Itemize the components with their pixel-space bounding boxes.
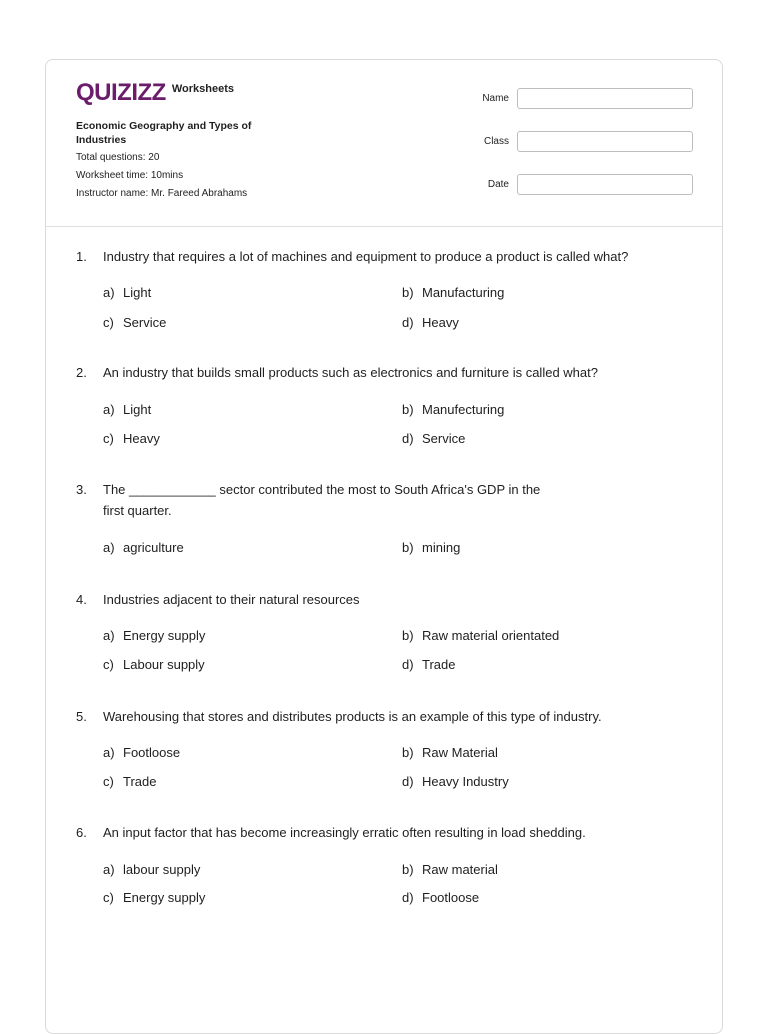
name-label: Name [482, 93, 509, 104]
option-d [402, 431, 465, 446]
logo-subtitle: Worksheets [171, 83, 234, 95]
question-text: An industry that builds small products such as electronics and furniture is called what? [103, 365, 598, 380]
question-number: 2. [76, 365, 87, 380]
option-a [103, 862, 200, 877]
option-letter: d) [402, 774, 414, 789]
question-text: The ____________ sector contributed the most to South Africa's GDP in the first quarter. [103, 482, 541, 518]
option-b [402, 540, 460, 555]
date-field[interactable] [517, 174, 693, 195]
option-c [103, 890, 205, 905]
option-text: Manufecturing [422, 402, 505, 417]
option-b [402, 402, 504, 417]
option-text: agriculture [123, 540, 184, 555]
option-letter: c) [103, 431, 114, 446]
option-letter: c) [103, 890, 114, 905]
option-letter: b) [402, 402, 414, 417]
option-d [402, 774, 509, 789]
worksheet-page [45, 59, 723, 1034]
worksheet-title: Economic Geography and Types of Industries [76, 120, 252, 146]
option-text: Footloose [123, 745, 181, 760]
option-text: Service [123, 315, 167, 330]
option-letter: d) [402, 315, 414, 330]
question-number: 6. [76, 825, 87, 840]
question-text: Industry that requires a lot of machines and equipment to produce a product is called what? [103, 249, 629, 264]
option-text: mining [422, 540, 461, 555]
option-d [402, 315, 459, 330]
name-field[interactable] [517, 88, 693, 109]
option-text: Heavy [123, 431, 160, 446]
question-number: 5. [76, 709, 87, 724]
option-letter: d) [402, 657, 414, 672]
option-text: Raw Material [422, 745, 498, 760]
brand [76, 80, 234, 106]
option-letter: d) [402, 431, 414, 446]
option-text: Raw material orientated [422, 628, 560, 643]
option-letter: c) [103, 774, 114, 789]
option-text: Heavy [422, 315, 459, 330]
option-b [402, 862, 498, 877]
instructor-name: Instructor name: Mr. Fareed Abrahams [76, 188, 248, 199]
option-c [103, 657, 205, 672]
question-number: 3. [76, 482, 87, 497]
option-c [103, 774, 156, 789]
option-text: Light [123, 285, 152, 300]
option-letter: b) [402, 862, 414, 877]
question-number: 4. [76, 592, 87, 607]
option-text: Footloose [422, 890, 480, 905]
option-letter: d) [402, 890, 414, 905]
option-letter: b) [402, 285, 414, 300]
option-letter: a) [103, 628, 115, 643]
option-letter: a) [103, 540, 115, 555]
total-questions: Total questions: 20 [76, 152, 160, 163]
option-letter: b) [402, 745, 414, 760]
option-text: Energy supply [123, 628, 206, 643]
class-label: Class [483, 136, 509, 147]
option-letter: b) [402, 628, 414, 643]
option-b [402, 745, 498, 760]
option-d [402, 657, 455, 672]
question-text: An input factor that has become increasingly erratic often resulting in load shedding. [103, 825, 586, 840]
option-text: Trade [123, 774, 157, 789]
option-a [103, 285, 151, 300]
worksheet-header [46, 60, 722, 227]
option-letter: c) [103, 315, 114, 330]
option-text: Service [422, 431, 466, 446]
question-text: Industries adjacent to their natural resources [103, 592, 360, 607]
option-text: Heavy Industry [422, 774, 509, 789]
option-text: Energy supply [123, 890, 206, 905]
option-letter: a) [103, 862, 115, 877]
option-text: labour supply [123, 862, 201, 877]
option-letter: c) [103, 657, 114, 672]
option-text: Labour supply [123, 657, 205, 672]
option-a [103, 540, 184, 555]
option-letter: a) [103, 745, 115, 760]
option-b [402, 628, 559, 643]
option-text: Light [123, 402, 152, 417]
quizizz-logo: QUIZIZZ [76, 79, 166, 106]
option-letter: b) [402, 540, 414, 555]
option-a [103, 402, 151, 417]
option-b [402, 285, 504, 300]
option-a [103, 745, 180, 760]
class-field[interactable] [517, 131, 693, 152]
option-letter: a) [103, 285, 115, 300]
option-a [103, 628, 205, 643]
option-c [103, 315, 166, 330]
worksheet-time: Worksheet time: 10mins [76, 170, 184, 181]
question-number: 1. [76, 249, 87, 264]
option-text: Raw material [422, 862, 498, 877]
date-label: Date [487, 179, 509, 190]
question-text: Warehousing that stores and distributes products is an example of this type of industry. [103, 709, 602, 724]
option-letter: a) [103, 402, 115, 417]
option-c [103, 431, 160, 446]
option-d [402, 890, 479, 905]
option-text: Manufacturing [422, 285, 505, 300]
option-text: Trade [422, 657, 456, 672]
